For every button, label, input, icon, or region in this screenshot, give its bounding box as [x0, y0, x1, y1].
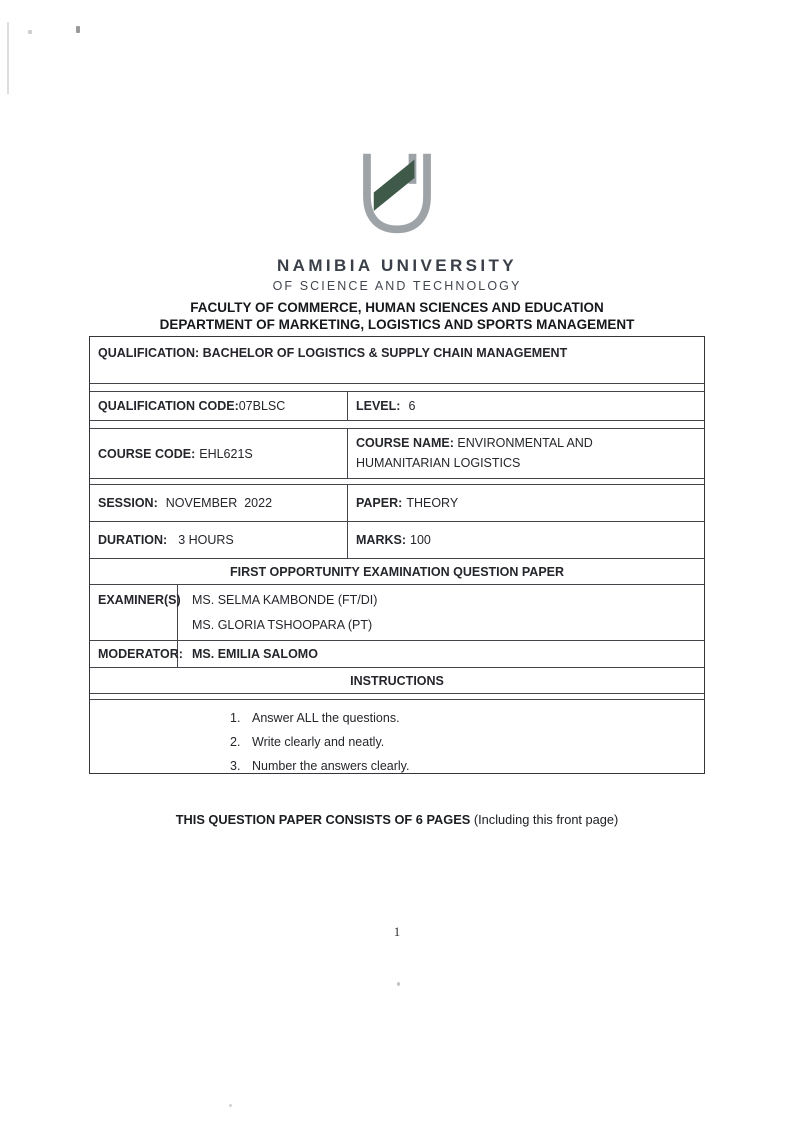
- examiners-names-cell: [178, 585, 704, 640]
- instruction-number: 3.: [230, 759, 241, 773]
- marks-value: 100: [410, 533, 431, 547]
- scan-artifact-speck: [397, 982, 400, 986]
- university-logo: [0, 0, 794, 240]
- duration-value: 3 HOURS: [178, 533, 234, 547]
- faculty-title: FACULTY OF COMMERCE, HUMAN SCIENCES AND EDUCATION: [190, 300, 604, 315]
- marks-cell: [348, 522, 704, 558]
- university-name: NAMIBIA UNIVERSITY: [276, 256, 518, 275]
- course-code-value: EHL621S: [199, 446, 253, 461]
- page-count-bold-text: THIS QUESTION PAPER CONSISTS OF 6 PAGES: [175, 812, 471, 827]
- instructions-title-row: INSTRUCTIONS: [90, 667, 704, 693]
- course-name-cell: [348, 429, 704, 478]
- course-row: [90, 428, 704, 478]
- exam-details-table: [89, 336, 705, 774]
- page-count-regular-text: (Including this front page): [470, 812, 619, 827]
- instruction-number: 1.: [230, 711, 241, 725]
- instruction-text: Number the answers clearly.: [252, 759, 410, 773]
- page-number: 1: [393, 925, 401, 939]
- instructions-list-row: [90, 699, 704, 773]
- duration-cell: [90, 522, 348, 558]
- paper-label: PAPER:: [356, 496, 403, 510]
- level-label: LEVEL:: [356, 399, 401, 413]
- instruction-text: Answer ALL the questions.: [252, 711, 400, 725]
- qualification-code-value: 07BLSC: [238, 399, 286, 413]
- instruction-item: [230, 730, 704, 754]
- paper-cell: [348, 485, 704, 521]
- course-name-value: ENVIRONMENTAL AND HUMANITARIAN LOGISTICS: [356, 436, 597, 470]
- university-subtitle: OF SCIENCE AND TECHNOLOGY: [272, 279, 522, 293]
- row-spacer: [90, 420, 704, 428]
- session-cell: [90, 485, 348, 521]
- shield-logo-icon: [353, 148, 441, 240]
- moderator-row: [90, 640, 704, 667]
- scan-artifact-speck: [28, 30, 32, 34]
- session-row: [90, 484, 704, 521]
- banner-row: FIRST OPPORTUNITY EXAMINATION QUESTION PAPER: [90, 558, 704, 584]
- qualification-code-cell: [90, 392, 348, 420]
- course-code-label: COURSE CODE:: [98, 446, 196, 461]
- course-code-cell: [90, 429, 348, 478]
- qualification-code-row: [90, 391, 704, 420]
- instruction-text: Write clearly and neatly.: [252, 735, 385, 749]
- row-spacer: [90, 383, 704, 391]
- level-value: 6: [408, 399, 416, 413]
- examiners-label-cell: EXAMINER(S): [90, 585, 178, 640]
- moderator-name-cell: MS. EMILIA SALOMO: [192, 647, 318, 661]
- qualification-cell: QUALIFICATION: BACHELOR OF LOGISTICS & SUPPLY CHAIN MANAGEMENT: [98, 346, 568, 360]
- examiner-name: MS. GLORIA TSHOOPARA (PT): [192, 618, 373, 632]
- qualification-row: [90, 337, 704, 383]
- paper-value: THEORY: [406, 496, 459, 510]
- examiner-name: MS. SELMA KAMBONDE (FT/DI): [192, 593, 378, 607]
- level-cell: [348, 392, 704, 420]
- scan-artifact-speck: [229, 1104, 232, 1107]
- moderator-label-cell: MODERATOR:: [90, 641, 178, 667]
- department-title: DEPARTMENT OF MARKETING, LOGISTICS AND SPORTS MANAGEMENT: [159, 317, 635, 332]
- duration-row: [90, 521, 704, 558]
- scan-artifact-line: [7, 22, 9, 94]
- marks-label: MARKS:: [356, 533, 406, 547]
- qualification-code-label: QUALIFICATION CODE:: [98, 399, 239, 413]
- session-label: SESSION:: [98, 496, 158, 510]
- course-name-label: COURSE NAME:: [356, 436, 454, 451]
- session-value: NOVEMBER 2022: [165, 496, 273, 510]
- course-name-text: [356, 434, 624, 473]
- duration-label: DURATION:: [98, 533, 168, 547]
- page-count-statement: [0, 812, 794, 827]
- instruction-item: [230, 706, 704, 730]
- instruction-item: [230, 754, 704, 778]
- scan-artifact-speck: [76, 26, 80, 33]
- examiners-row: [90, 584, 704, 640]
- instruction-number: 2.: [230, 735, 241, 749]
